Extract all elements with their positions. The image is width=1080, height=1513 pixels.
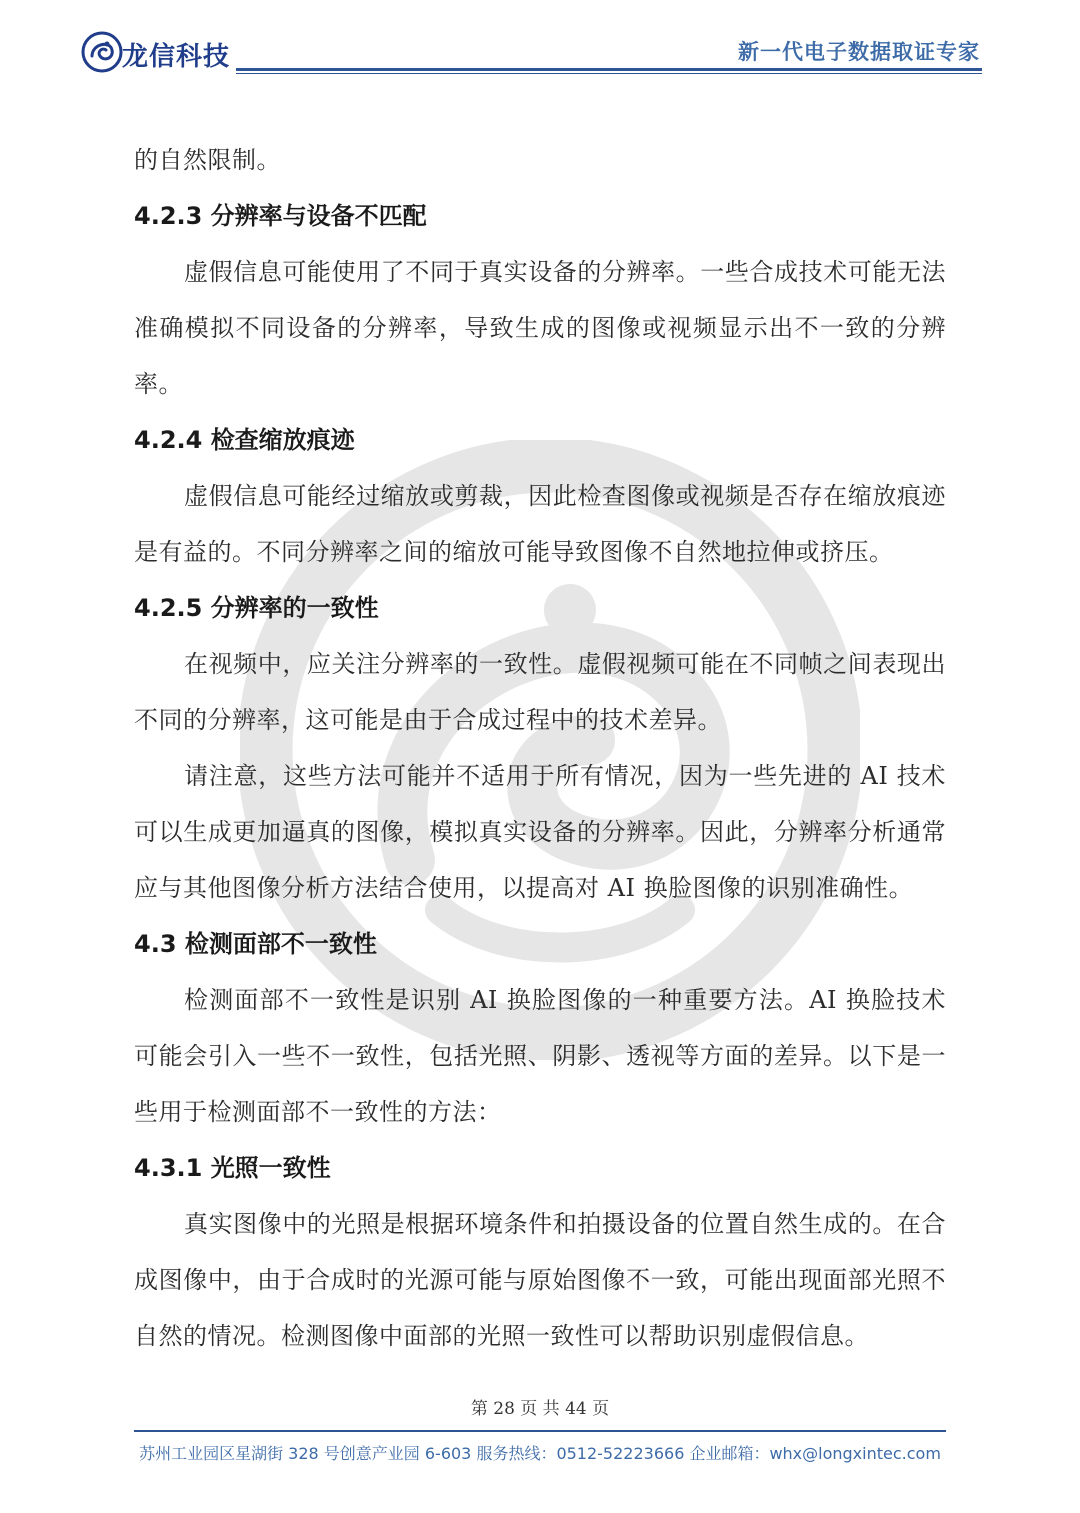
footer-divider [134, 1430, 946, 1432]
section-heading: 4.3.1 光照一致性 [134, 1154, 331, 1182]
header-divider [236, 68, 982, 71]
header-divider-thin [236, 73, 982, 74]
section-heading: 4.3 检测面部不一致性 [134, 930, 377, 958]
page-header [0, 0, 1080, 80]
body-paragraph: 虚假信息可能使用了不同于真实设备的分辨率。一些合成技术可能无法准确模拟不同设备的分辨率，导致生成的图像或视频显示出不一致的分辨率。 [134, 258, 946, 398]
header-tagline: 新一代电子数据取证专家 [738, 40, 980, 64]
section-heading: 4.2.5 分辨率的一致性 [134, 594, 379, 622]
body-paragraph: 在视频中，应关注分辨率的一致性。虚假视频可能在不同帧之间表现出不同的分辨率，这可能是由于合成过程中的技术差异。 [134, 650, 946, 734]
body-paragraph: 虚假信息可能经过缩放或剪裁，因此检查图像或视频是否存在缩放痕迹是有益的。不同分辨率之间的缩放可能导致图像不自然地拉伸或挤压。 [134, 482, 946, 566]
document-body [134, 132, 946, 1364]
company-name: 龙信科技 [122, 42, 231, 72]
body-paragraph: 请注意，这些方法可能并不适用于所有情况，因为一些先进的 AI 技术可以生成更加逼真的图像，模拟真实设备的分辨率。因此，分辨率分析通常应与其他图像分析方法结合使用，以提高对 AI 换脸图像的识别准确性。 [134, 762, 946, 902]
company-logo [80, 30, 230, 76]
section-heading: 4.2.4 检查缩放痕迹 [134, 426, 355, 454]
dragon-logo-icon [80, 30, 124, 74]
footer-contact-info: 苏州工业园区星湖街 328 号创意产业园 6-603 服务热线：0512-52223666 企业邮箱：whx@longxintec.com [139, 1444, 941, 1463]
section-heading: 4.2.3 分辨率与设备不匹配 [134, 202, 427, 230]
page-number: 第 28 页 共 44 页 [470, 1399, 610, 1419]
body-paragraph: 真实图像中的光照是根据环境条件和拍摄设备的位置自然生成的。在合成图像中，由于合成时的光源可能与原始图像不一致，可能出现面部光照不自然的情况。检测图像中面部的光照一致性可以帮助识别虚假信息。 [134, 1210, 946, 1350]
body-paragraph: 检测面部不一致性是识别 AI 换脸图像的一种重要方法。AI 换脸技术可能会引入一些不一致性，包括光照、阴影、透视等方面的差异。以下是一些用于检测面部不一致性的方法： [134, 986, 946, 1126]
body-paragraph: 的自然限制。 [134, 146, 281, 174]
